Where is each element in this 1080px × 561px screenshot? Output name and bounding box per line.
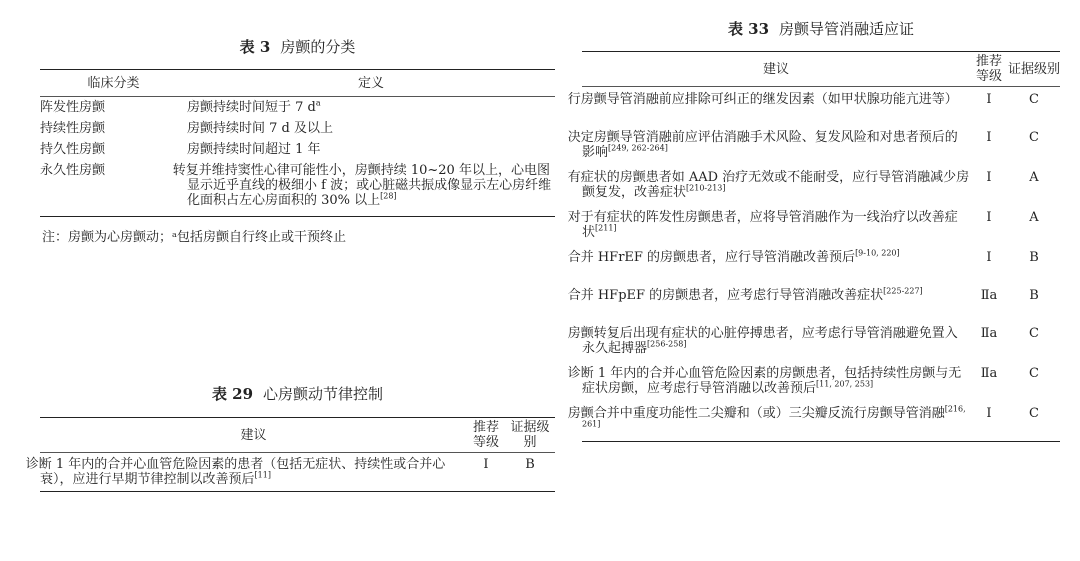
column-header: 证据级别 xyxy=(510,420,550,450)
column-header: 建议 xyxy=(240,427,267,443)
table-row xyxy=(582,321,1060,361)
grade-cell: Ⅰ xyxy=(986,170,992,185)
level-cell: B xyxy=(525,457,535,472)
table-number: 表 29 xyxy=(211,385,254,403)
reference: [211] xyxy=(595,223,617,233)
table-row xyxy=(582,361,1060,401)
reference: [216, 261] xyxy=(582,404,966,429)
table-number: 表 33 xyxy=(727,20,770,38)
definition-cell xyxy=(172,160,555,217)
reference: [256-258] xyxy=(647,339,687,349)
table-29-caption xyxy=(40,383,555,404)
type-cell: 阵发性房颤 xyxy=(40,100,106,115)
recommendation-cell xyxy=(567,283,970,321)
table-row xyxy=(582,205,1060,245)
level-cell: C xyxy=(1029,366,1039,381)
level-cell: C xyxy=(1029,92,1039,107)
table-row xyxy=(40,160,555,217)
ablation-indications-table xyxy=(567,51,1061,442)
definition-text: 转复并维持窦性心律可能性小，房颤持续 10~20 年以上，心电图显示近乎直线的极细小 f 波；或心脏磁共振成像显示左心房纤维化面积占左心房面积的 30% 以上 xyxy=(172,163,552,208)
level-cell: B xyxy=(1029,250,1039,265)
grade-cell: Ⅰ xyxy=(986,406,992,421)
table-row xyxy=(582,283,1060,321)
rhythm-control-table xyxy=(25,417,555,492)
footnote-ref: a xyxy=(315,98,321,108)
table-3 xyxy=(40,36,555,245)
recommendation-cell xyxy=(25,453,467,492)
table-number: 表 3 xyxy=(239,38,271,56)
recommendation-cell: 行房颤导管消融前应排除可纠正的继发因素（如甲状腺功能亢进等） xyxy=(567,92,958,107)
grade-cell: Ⅱa xyxy=(980,366,998,381)
recommendation-text: 有症状的房颤患者如 AAD 治疗无效或不能耐受，应行导管消融减少房颤复发，改善症状 xyxy=(567,170,970,200)
level-cell: B xyxy=(1029,288,1039,303)
level-cell: A xyxy=(1029,210,1039,225)
recommendation-cell xyxy=(567,401,970,442)
column-header: 建议 xyxy=(762,61,789,77)
column-header: 证据级别 xyxy=(1008,61,1061,77)
level-cell: C xyxy=(1029,326,1039,341)
definition-text: 房颤持续时间短于 7 d xyxy=(187,100,316,115)
table-row xyxy=(40,453,555,492)
definition-cell: 房颤持续时间超过 1 年 xyxy=(187,142,321,157)
table-row xyxy=(582,165,1060,205)
recommendation-text: 对于有症状的阵发性房颤患者，应将导管消融作为一线治疗以改善症状 xyxy=(567,210,958,240)
reference: [11, 207, 253] xyxy=(816,379,874,389)
table-row xyxy=(40,97,555,119)
recommendation-text: 房颤合并中重度功能性二尖瓣和（或）三尖瓣反流行房颤导管消融 xyxy=(567,406,945,421)
reference: [225-227] xyxy=(883,286,923,296)
recommendation-cell xyxy=(567,245,970,283)
grade-cell: Ⅰ xyxy=(483,457,489,472)
level-cell: C xyxy=(1029,130,1039,145)
definition-cell: 房颤持续时间 7 d 及以上 xyxy=(187,121,333,136)
table-row xyxy=(582,87,1060,126)
reference: [210-213] xyxy=(686,183,726,193)
classification-table xyxy=(40,69,555,217)
reference: [9-10, 220] xyxy=(855,248,900,258)
grade-cell: Ⅱa xyxy=(980,326,998,341)
column-header: 定义 xyxy=(357,75,384,91)
recommendation-text: 合并 HFrEF 的房颤患者，应行导管消融改善预后 xyxy=(567,250,856,265)
table-note: 注：房颤为心房颤动；ᵃ包括房颤自行终止或干预终止 xyxy=(42,230,347,245)
level-cell: C xyxy=(1029,406,1039,421)
type-cell: 持续性房颤 xyxy=(40,121,106,136)
recommendation-text: 诊断 1 年内的合并心血管危险因素的患者（包括无症状、持续性或合并心衰），应进行早期节律控制以改善预后 xyxy=(25,457,446,487)
grade-cell: Ⅱa xyxy=(980,288,998,303)
recommendation-cell xyxy=(567,321,970,361)
recommendation-text: 房颤转复后出现有症状的心脏停搏患者，应考虑行导管消融避免置入永久起搏器 xyxy=(567,326,958,356)
type-cell: 持久性房颤 xyxy=(40,142,106,157)
table-row xyxy=(582,125,1060,165)
table-29 xyxy=(25,383,555,492)
column-header: 推荐等级 xyxy=(975,54,1002,84)
table-row xyxy=(40,118,555,139)
grade-cell: Ⅰ xyxy=(986,130,992,145)
recommendation-text: 诊断 1 年内的合并心血管危险因素的房颤患者，包括持续性房颤与无症状房颤，应考虑行导管消融以改善预后 xyxy=(567,366,962,396)
grade-cell: Ⅰ xyxy=(986,250,992,265)
grade-cell: Ⅰ xyxy=(986,92,992,107)
table-33 xyxy=(567,18,1061,442)
level-cell: A xyxy=(1029,170,1039,185)
column-header: 推荐等级 xyxy=(472,420,499,450)
type-cell: 永久性房颤 xyxy=(40,163,106,178)
table-row xyxy=(40,139,555,160)
table-title: 心房颤动节律控制 xyxy=(263,385,384,403)
definition-cell xyxy=(187,97,555,119)
column-header: 临床分类 xyxy=(87,75,140,91)
table-3-caption xyxy=(40,36,555,57)
table-row xyxy=(582,245,1060,283)
reference: [28] xyxy=(380,191,397,201)
reference: [11] xyxy=(254,470,271,480)
recommendation-text: 决定房颤导管消融前应评估消融手术风险、复发风险和对患者预后的影响 xyxy=(567,130,958,160)
recommendation-cell xyxy=(567,205,970,245)
table-33-caption xyxy=(582,18,1060,39)
recommendation-cell xyxy=(567,125,970,165)
table-row xyxy=(582,401,1060,442)
recommendation-cell xyxy=(567,165,970,205)
table-title: 房颤导管消融适应证 xyxy=(779,20,915,38)
grade-cell: Ⅰ xyxy=(986,210,992,225)
reference: [249, 262-264] xyxy=(608,143,668,153)
recommendation-text: 合并 HFpEF 的房颤患者，应考虑行导管消融改善症状 xyxy=(567,288,884,303)
recommendation-cell xyxy=(567,361,970,401)
table-title: 房颤的分类 xyxy=(280,38,356,56)
